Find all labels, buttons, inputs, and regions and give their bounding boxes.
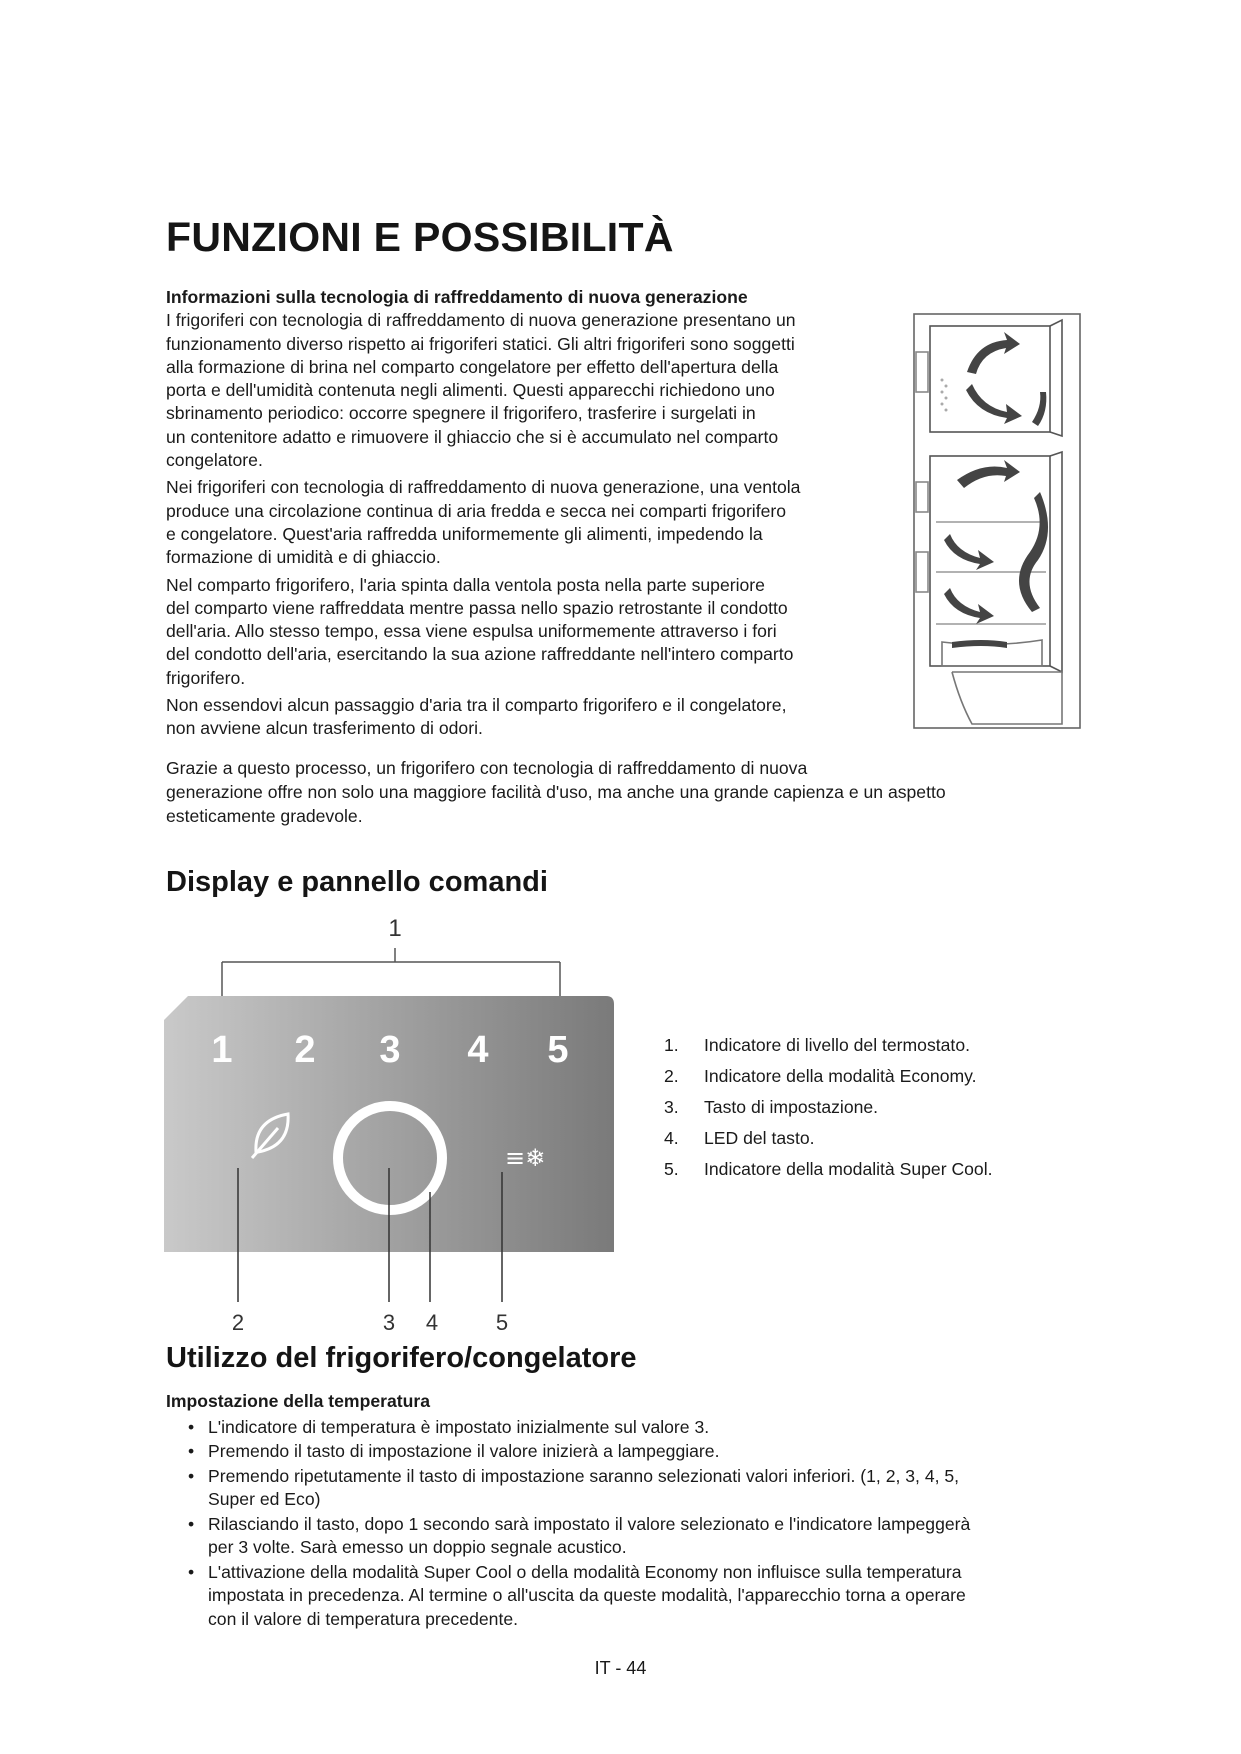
text-line: porta e dell'umidità contenuta negli alimenti. Questi apparecchi richiedono uno	[166, 380, 775, 401]
freezer-compartment	[930, 326, 1050, 432]
text-line: sbrinamento periodico: occorre spegnere il frigorifero, trasferire i surgelati in	[166, 403, 756, 424]
legend-text: Indicatore della modalità Super Cool.	[704, 1159, 993, 1179]
text-line: formazione di umidità e di ghiaccio.	[166, 547, 441, 568]
bullet-icon: •	[188, 1416, 195, 1437]
legend-number: 2.	[664, 1066, 679, 1086]
text-line: con il valore di temperatura precedente.	[208, 1608, 519, 1629]
text-line: congelatore.	[166, 450, 263, 471]
page-number: IT - 44	[594, 1658, 647, 1678]
vent-hole	[945, 385, 948, 388]
vent-hole	[945, 397, 948, 400]
legend-item	[664, 1123, 993, 1154]
airflow-arrow-icon	[1032, 392, 1046, 426]
instruction-item	[166, 1561, 1086, 1632]
text-line: Nel comparto frigorifero, l'aria spinta dalla ventola posta nella parte superiore	[166, 574, 765, 595]
bullet-icon: •	[188, 1465, 195, 1486]
callout-number-3: 3	[382, 1310, 396, 1335]
airflow-arrow-icon	[1019, 492, 1048, 612]
text-line: produce una circolazione continua di aria fredda e secca nei comparti frigorifero	[166, 500, 787, 521]
legend-item	[664, 1061, 993, 1092]
instruction-item	[166, 1416, 1086, 1440]
temperature-setting-subheading: Impostazione della temperatura	[166, 1391, 430, 1411]
callout-number-1-top: 1	[388, 915, 402, 942]
text-line: un contenitore adatto e rimuovere il ghiaccio che si è accumulato nel comparto	[166, 426, 779, 447]
legend-item	[664, 1154, 993, 1185]
intro-section	[166, 286, 906, 745]
legend-number: 3.	[664, 1097, 679, 1117]
text-line: Nei frigoriferi con tecnologia di raffreddamento di nuova generazione, una ventola	[166, 477, 801, 498]
panel-number-4: 4	[467, 1029, 489, 1071]
super-cool-icon: ≡❄	[505, 1144, 546, 1172]
instruction-item	[166, 1465, 1086, 1512]
panel-number-5: 5	[547, 1029, 569, 1071]
instruction-item	[166, 1440, 1086, 1464]
legend-text: Indicatore di livello del termostato.	[704, 1035, 970, 1055]
text-line: e congelatore. Quest'aria raffredda uniformemente gli alimenti, impedendo la	[166, 523, 763, 544]
bullet-icon: •	[188, 1561, 195, 1582]
text-line: frigorifero.	[166, 667, 246, 688]
bullet-icon: •	[188, 1513, 195, 1534]
page-title: FUNZIONI E POSSIBILITÀ	[166, 214, 674, 260]
callout-number-5: 5	[495, 1310, 509, 1335]
text-line: L'indicatore di temperatura è impostato inizialmente sul valore 3.	[208, 1416, 710, 1437]
lower-drawer	[952, 672, 1062, 724]
control-panel-figure	[160, 910, 630, 1340]
usage-section-heading: Utilizzo del frigorifero/congelatore	[166, 1342, 637, 1374]
freezer-back-wall	[1050, 320, 1062, 436]
airflow-arrow-icon	[957, 460, 1020, 488]
vent-hole	[941, 379, 944, 382]
callout-number-2: 2	[231, 1310, 245, 1335]
airflow-arrow-icon	[967, 332, 1020, 374]
legend-item	[664, 1030, 993, 1061]
panel-legend	[664, 1030, 993, 1185]
legend-number: 1.	[664, 1035, 679, 1055]
airflow-arrow-icon	[944, 588, 994, 624]
legend-text: LED del tasto.	[704, 1128, 815, 1148]
intro-paragraph-1	[166, 309, 906, 472]
text-line: impostata in precedenza. Al termine o all'uscita da queste modalità, l'apparecchio torna a operare	[208, 1585, 966, 1605]
text-line: funzionamento diverso rispetto ai frigoriferi statici. Gli altri frigoriferi sono soggetti	[166, 333, 795, 354]
legend-text: Indicatore della modalità Economy.	[704, 1066, 977, 1086]
instruction-item	[166, 1513, 1086, 1560]
text-line: Premendo il tasto di impostazione il valore inizierà a lampeggiare.	[208, 1441, 720, 1461]
legend-text: Tasto di impostazione.	[704, 1097, 879, 1117]
text-line: del condotto dell'aria, esercitando la sua azione raffreddante nell'intero comparto	[166, 644, 794, 665]
text-line: dell'aria. Allo stesso tempo, essa viene espulsa uniformemente attraverso i fori	[166, 621, 777, 642]
text-line: per 3 volte. Sarà emesso un doppio segnale acustico.	[208, 1537, 627, 1557]
text-line: Premendo ripetutamente il tasto di impostazione saranno selezionati valori inferiori. (1, 2, 3, 4, 5,	[208, 1465, 960, 1486]
text-line: alla formazione di brina nel comparto congelatore per effetto dell'apertura della	[166, 356, 779, 377]
fridge-airflow-diagram	[912, 312, 1084, 740]
text-line: Super ed Eco)	[208, 1489, 321, 1509]
display-section-heading: Display e pannello comandi	[166, 866, 548, 898]
text-line: L'attivazione della modalità Super Cool o della modalità Economy non influisce sulla temperatura	[208, 1561, 962, 1582]
text-line: non avviene alcun trasferimento di odori.	[166, 718, 483, 739]
text-line: esteticamente gradevole.	[166, 806, 363, 826]
intro-paragraph-2	[166, 476, 906, 569]
text-line: I frigoriferi con tecnologia di raffreddamento di nuova generazione presentano un	[166, 310, 796, 331]
instruction-list	[166, 1416, 1086, 1632]
airflow-arrow-icon	[952, 640, 1007, 648]
airflow-arrow-icon	[944, 534, 994, 570]
text-line: del comparto viene raffreddata mentre passa nello spazio retrostante il condotto	[166, 597, 788, 618]
intro-paragraph-3	[166, 574, 906, 690]
panel-number-3: 3	[379, 1029, 401, 1071]
vent-hole	[941, 403, 944, 406]
vent-hole	[941, 391, 944, 394]
door-bin	[916, 352, 928, 392]
door-bin	[916, 552, 928, 592]
legend-number: 4.	[664, 1128, 679, 1148]
intro-paragraph-4	[166, 694, 906, 741]
airflow-arrow-icon	[966, 384, 1022, 424]
usage-section	[166, 1390, 1086, 1632]
intro-subtitle: Informazioni sulla tecnologia di raffreddamento di nuova generazione	[166, 287, 748, 307]
fridge-back-wall	[1050, 452, 1062, 672]
text-line: Rilasciando il tasto, dopo 1 secondo sarà impostato il valore selezionato e l'indicatore lampeggerà	[208, 1513, 971, 1534]
legend-number: 5.	[664, 1159, 679, 1179]
bullet-icon: •	[188, 1441, 195, 1461]
text-line: generazione offre non solo una maggiore facilità d'uso, ma anche una grande capienza e un aspetto	[166, 782, 946, 802]
panel-number-2: 2	[294, 1029, 316, 1071]
vent-hole	[945, 409, 948, 412]
text-line: Non essendovi alcun passaggio d'aria tra il comparto frigorifero e il congelatore,	[166, 695, 787, 716]
text-line: Grazie a questo processo, un frigorifero con tecnologia di raffreddamento di nuova	[166, 758, 808, 778]
panel-number-1: 1	[211, 1029, 233, 1071]
door-bin	[916, 482, 928, 512]
legend-item	[664, 1092, 993, 1123]
intro-paragraph-5	[166, 756, 1066, 828]
callout-number-4: 4	[425, 1310, 439, 1335]
